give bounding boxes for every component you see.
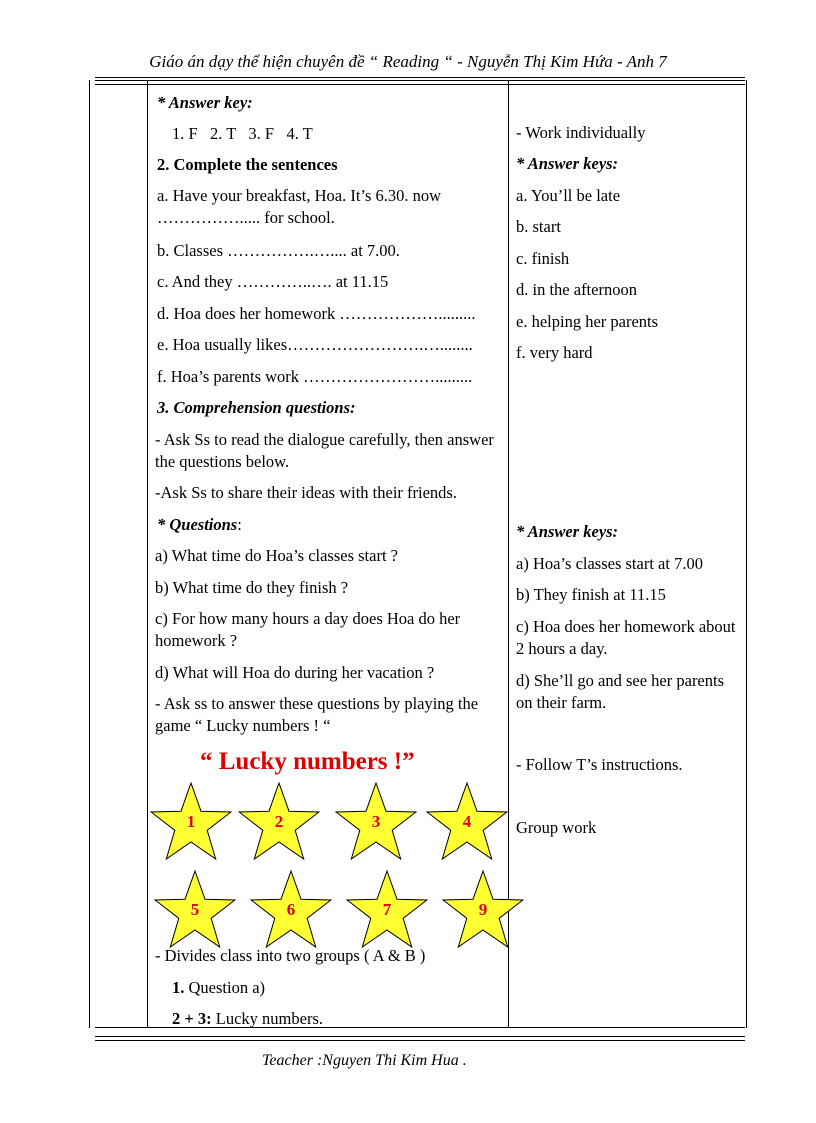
instruction-groups: - Divides class into two groups ( A & B ): [155, 946, 426, 965]
step-2: [172, 1008, 323, 1030]
star-2[interactable]: [236, 782, 322, 864]
group-work: Group work: [516, 818, 597, 837]
star-number: 7: [382, 900, 392, 919]
star-number: 6: [286, 900, 296, 919]
answer-key-a: a. You’ll be late: [516, 186, 621, 205]
star-4[interactable]: [424, 782, 510, 864]
table-top-border: [95, 80, 745, 81]
star-number: 4: [462, 812, 472, 831]
step-1: [172, 977, 265, 999]
answer-question-a: a) Hoa’s classes start at 7.00: [516, 554, 703, 573]
step-1-number: 1.: [172, 978, 185, 997]
footer-rule-1: [95, 1036, 745, 1037]
header-rule: [95, 77, 745, 78]
star-7[interactable]: [344, 870, 430, 952]
instruction-game: - Ask ss to answer these questions by playing the game “ Lucky numbers ! “: [155, 694, 479, 735]
answer-question-b: b) They finish at 11.15: [516, 585, 666, 604]
step-2-text: Lucky numbers.: [211, 1009, 324, 1028]
follow-instructions: - Follow T’s instructions.: [516, 755, 683, 774]
sentence-f: f. Hoa’s parents work …………………….........: [157, 367, 473, 386]
question-c: c) For how many hours a day does Hoa do her homework ?: [155, 609, 461, 650]
table-left-border: [89, 80, 90, 1028]
answer-key-f: f. very hard: [516, 343, 593, 362]
sentence-d: d. Hoa does her homework ……………….........: [157, 304, 476, 323]
star-number: 2: [274, 812, 284, 831]
instruction-read: - Ask Ss to read the dialogue carefully, then answer the questions below.: [155, 430, 494, 471]
star-1[interactable]: [148, 782, 234, 864]
answer-key-d: d. in the afternoon: [516, 280, 637, 299]
answer-key-c: c. finish: [516, 249, 570, 268]
footer-rule-2: [95, 1040, 745, 1041]
sentence-a: a. Have your breakfast, Hoa. It’s 6.30. now ……………..... for school.: [157, 186, 442, 227]
sentence-e: e. Hoa usually likes…………………….…........: [157, 335, 473, 354]
table-top-border-inner: [95, 84, 745, 85]
question-d: d) What will Hoa do during her vacation ?: [155, 663, 435, 682]
answer-key-title: * Answer key:: [157, 93, 253, 112]
answer-question-d: d) She’ll go and see her parents on their farm.: [516, 671, 725, 712]
answer-key-e: e. helping her parents: [516, 312, 659, 331]
lucky-numbers-title: “ Lucky numbers !”: [200, 748, 415, 775]
answer-keys-2-title: * Answer keys:: [516, 522, 619, 541]
work-individually: - Work individually: [516, 123, 646, 142]
true-false-answers: 1. F 2. T 3. F 4. T: [172, 124, 313, 143]
sentence-c: c. And they …………..…. at 11.15: [157, 272, 389, 291]
star-5[interactable]: [152, 870, 238, 952]
page-header: Giáo án dạy thể hiện chuyên đề “ Reading “ - Nguyễn Thị Kim Hứa - Anh 7: [149, 52, 667, 71]
instruction-share: -Ask Ss to share their ideas with their friends.: [155, 483, 457, 502]
answer-key-b: b. start: [516, 217, 561, 236]
question-a: a) What time do Hoa’s classes start ?: [155, 546, 398, 565]
section-complete-sentences: 2. Complete the sentences: [157, 155, 338, 174]
star-number: 3: [371, 812, 381, 831]
star-9[interactable]: [440, 870, 526, 952]
questions-title: * Questions: [157, 515, 238, 534]
star-number: 5: [190, 900, 200, 919]
star-number: 1: [186, 812, 196, 831]
questions-colon: :: [237, 515, 242, 534]
page-footer: Teacher :Nguyen Thi Kim Hua .: [262, 1052, 467, 1069]
star-number: 9: [478, 900, 488, 919]
question-b: b) What time do they finish ?: [155, 578, 349, 597]
column-divider-1: [147, 80, 148, 1028]
sentence-b: b. Classes …………….….... at 7.00.: [157, 241, 400, 260]
answer-question-c: c) Hoa does her homework about 2 hours a day.: [516, 617, 736, 658]
table-right-border: [746, 80, 747, 1028]
star-6[interactable]: [248, 870, 334, 952]
star-3[interactable]: [333, 782, 419, 864]
step-1-text: Question a): [184, 978, 266, 997]
section-comprehension: 3. Comprehension questions:: [157, 398, 356, 417]
questions-heading: [157, 514, 242, 536]
answer-keys-title: * Answer keys:: [516, 154, 619, 173]
step-2-number: 2 + 3:: [172, 1009, 212, 1028]
